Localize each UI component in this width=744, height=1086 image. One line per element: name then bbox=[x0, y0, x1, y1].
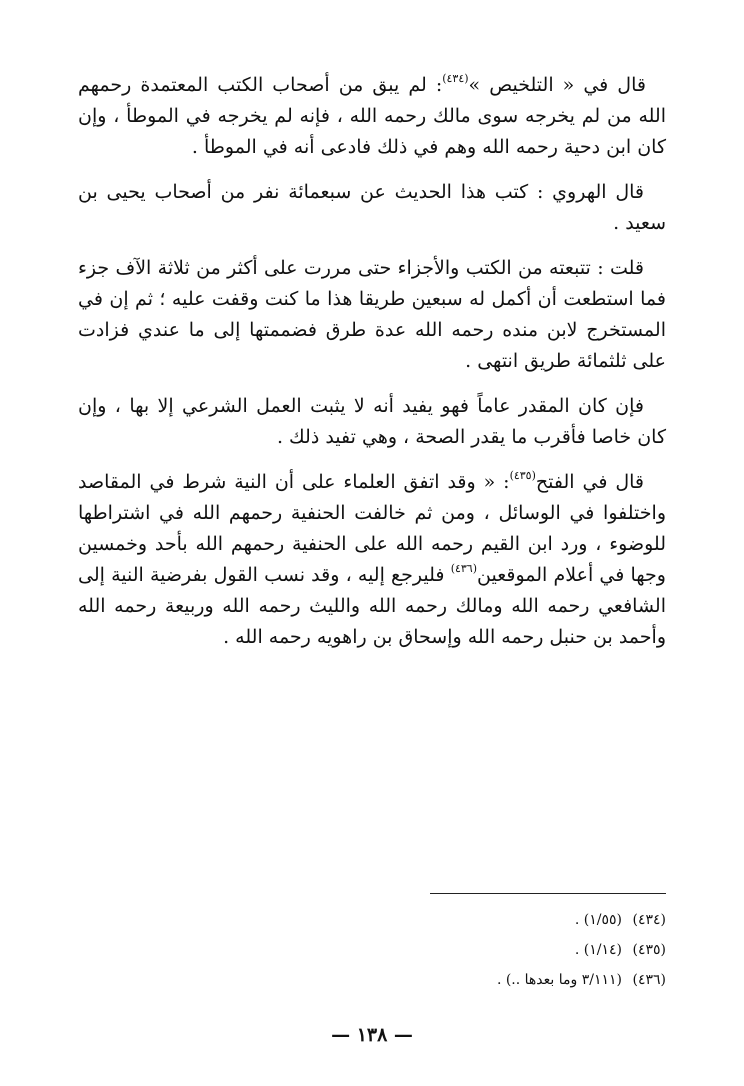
paragraph-1-body: : لم يبق من أصحاب الكتب المعتمدة رحمهم الله من لم يخرجه سوى مالك رحمه الله ، فإنه لم يخرجه في الموطأ ، وإن كان ابن دحية رحمه الله وهم في ذلك فادعى أنه في الموطأ . bbox=[78, 74, 666, 158]
paragraph-5 bbox=[78, 467, 666, 653]
footnote-divider bbox=[430, 893, 666, 894]
body-text bbox=[78, 70, 666, 667]
paragraph-5-tail: فليرجع إليه ، وقد نسب القول بفرضية النية إلى الشافعي رحمه الله ومالك رحمه الله والليث رحمه الله وربيعة رحمه الله وأحمد بن حنبل رحمه الله وإسحاق بن راهويه رحمه الله . bbox=[78, 564, 666, 648]
paragraph-3: قلت : تتبعته من الكتب والأجزاء حتى مررت على أكثر من ثلاثة الآف جزء فما استطعت أن أكمل له سبعين طريقا هذا ما كنت وقفت عليه ؛ ثم إن في المستخرج لابن منده رحمه الله عدة طرق فضممتها إلى ما عندي فزادت على ثلثمائة طريق انتهى . bbox=[78, 257, 666, 372]
footnote-number: (٤٣٤) bbox=[632, 912, 666, 928]
paragraph-1-lead: قال في « التلخيص » bbox=[468, 74, 646, 96]
paragraph-1 bbox=[78, 70, 666, 163]
footnote-ref-435: (٤٣٥) bbox=[509, 469, 536, 482]
footnote-text: (١/٥٥) . bbox=[574, 912, 622, 928]
footnotes bbox=[280, 905, 666, 995]
footnote-434 bbox=[280, 905, 666, 935]
paragraph-2: قال الهروي : كتب هذا الحديث عن سبعمائة نفر من أصحاب يحيى بن سعيد . bbox=[78, 181, 666, 234]
paragraph-5-lead: قال في الفتح bbox=[535, 471, 644, 493]
paragraph-4: فإن كان المقدر عاماً فهو يفيد أنه لا يثبت العمل الشرعي إلا بها ، وإن كان خاصا فأقرب ما يقدر الصحة ، وهي تفيد ذلك . bbox=[78, 395, 666, 448]
footnote-number: (٤٣٦) bbox=[632, 972, 666, 988]
footnote-text: (٣/١١١ وما بعدها ..) . bbox=[496, 972, 622, 988]
footnote-435 bbox=[280, 935, 666, 965]
paragraph-5-body: : « وقد اتفق العلماء على أن النية شرط في المقاصد واختلفوا في الوسائل ، ومن ثم خالفت الحنفية رحمهم الله في اشتراطها للوضوء ، ورد ابن القيم رحمه الله على الحنفية رحمهم الله بأحد وخمسين وجها في أعلام الموقعين bbox=[78, 471, 666, 586]
page-number: — ١٣٨ — bbox=[331, 1024, 413, 1046]
footnote-ref-434: (٤٣٤) bbox=[442, 72, 469, 85]
footnote-text: (١/١٤) . bbox=[574, 942, 622, 958]
footnote-number: (٤٣٥) bbox=[632, 942, 666, 958]
footnote-ref-436: (٤٣٦) bbox=[450, 562, 478, 575]
footnote-436 bbox=[280, 965, 666, 995]
